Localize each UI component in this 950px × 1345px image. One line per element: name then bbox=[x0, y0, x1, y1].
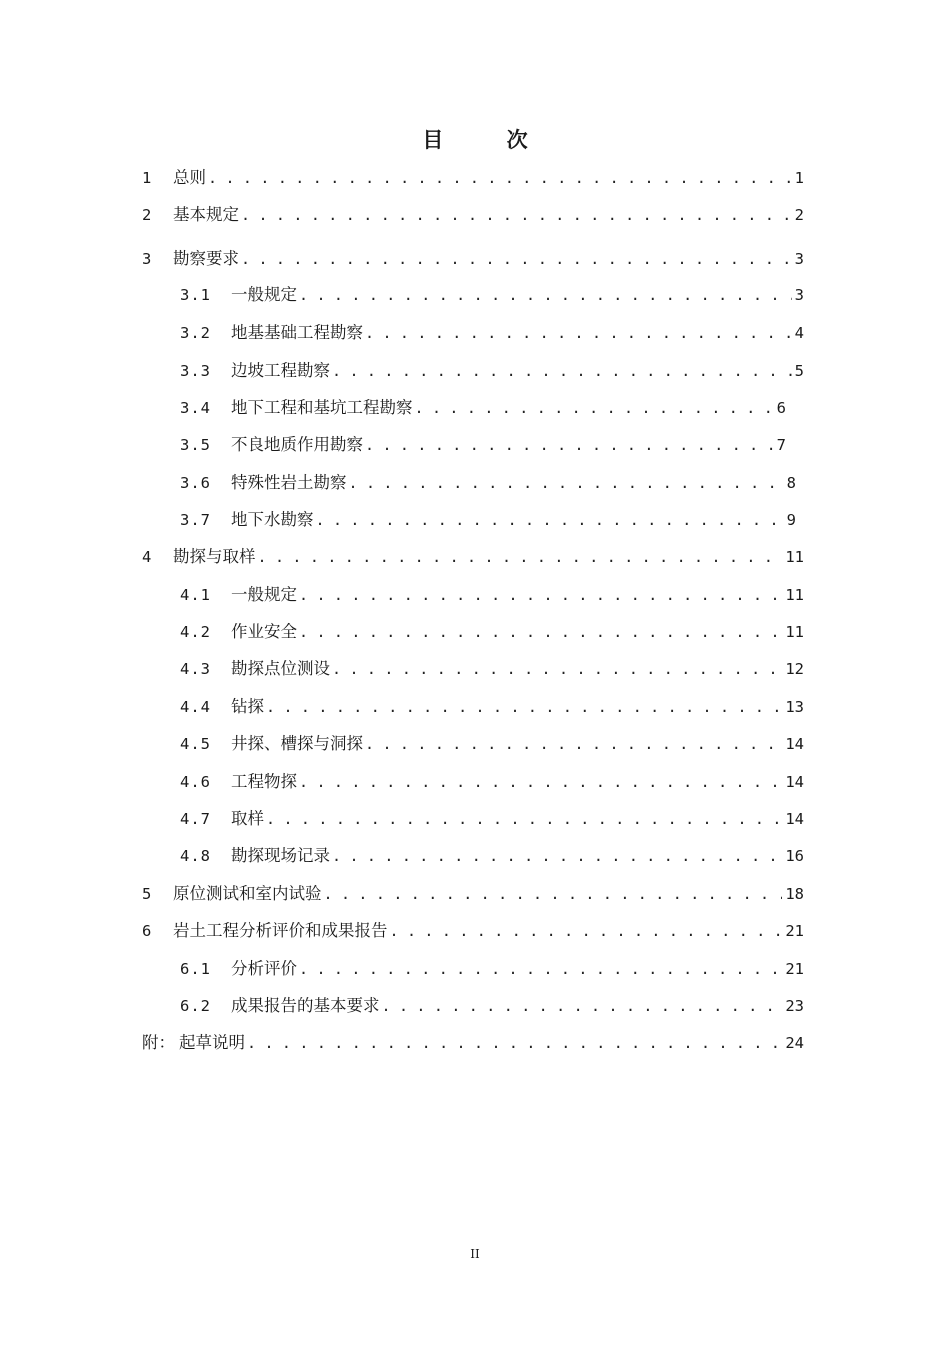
toc-entry-page: 4 bbox=[794, 324, 804, 342]
toc-dot-leader bbox=[332, 844, 782, 868]
toc-entry-page: 3 bbox=[794, 286, 804, 304]
toc-entry-label: 地基基础工程勘察 bbox=[231, 323, 363, 342]
toc-dot-leader bbox=[266, 695, 782, 719]
toc-entry-page: 21 bbox=[785, 960, 804, 978]
toc-dot-leader bbox=[316, 508, 784, 532]
toc-entry-page: 16 bbox=[785, 847, 804, 865]
page-footer-number: II bbox=[470, 1247, 480, 1261]
toc-entry-number: 4.7 bbox=[180, 810, 211, 828]
toc-entry-label: 总则 bbox=[173, 168, 206, 187]
toc-entry-label: 勘察要求 bbox=[173, 249, 239, 268]
toc-dot-leader bbox=[349, 471, 784, 495]
toc-entry-page: 8 bbox=[786, 474, 796, 492]
toc-entry-number: 4.4 bbox=[180, 698, 211, 716]
toc-dot-leader bbox=[247, 1031, 782, 1055]
toc-dot-leader bbox=[415, 396, 774, 420]
toc-dot-leader bbox=[324, 882, 783, 906]
toc-entry[interactable] bbox=[180, 732, 804, 756]
toc-entry-page: 11 bbox=[785, 586, 804, 604]
toc-dot-leader bbox=[382, 994, 783, 1018]
toc-entry-label: 边坡工程勘察 bbox=[231, 361, 330, 380]
toc-dot-leader bbox=[390, 919, 783, 943]
toc-entry-number: 3.1 bbox=[180, 286, 211, 304]
toc-entry-label: 勘探现场记录 bbox=[231, 846, 330, 865]
toc-entry-page: 3 bbox=[794, 250, 804, 268]
toc-entry-label: 钻探 bbox=[231, 697, 264, 716]
toc-entry-page: 13 bbox=[785, 698, 804, 716]
toc-entry-page: 24 bbox=[785, 1034, 804, 1052]
toc-entry[interactable] bbox=[142, 1031, 804, 1055]
toc-dot-leader bbox=[299, 957, 782, 981]
toc-entry-label: 一般规定 bbox=[231, 285, 297, 304]
toc-entry-page: 7 bbox=[776, 436, 786, 454]
toc-entry-number: 4 bbox=[142, 548, 153, 566]
toc-dot-leader bbox=[332, 657, 782, 681]
toc-entry-page: 23 bbox=[785, 997, 804, 1015]
toc-entry-label: 地下工程和基坑工程勘察 bbox=[231, 398, 413, 417]
toc-entry[interactable] bbox=[142, 545, 804, 569]
toc-entry-number: 6 bbox=[142, 922, 153, 940]
toc-entry-number: 4.3 bbox=[180, 660, 211, 678]
toc-entry[interactable] bbox=[180, 471, 796, 495]
toc-entry-number: 4.5 bbox=[180, 735, 211, 753]
toc-entry[interactable] bbox=[142, 919, 804, 943]
toc-entry[interactable] bbox=[180, 283, 804, 307]
toc-entry[interactable] bbox=[180, 433, 786, 457]
toc-entry[interactable] bbox=[142, 203, 804, 227]
toc-entry-label: 特殊性岩土勘察 bbox=[231, 473, 347, 492]
toc-entry-label: 作业安全 bbox=[231, 622, 297, 641]
toc-entry-page: 14 bbox=[785, 810, 804, 828]
toc-entry-label: 分析评价 bbox=[231, 959, 297, 978]
toc-entry-label: 勘探点位测设 bbox=[231, 659, 330, 678]
toc-dot-leader bbox=[208, 166, 792, 190]
toc-entry-label: 岩土工程分析评价和成果报告 bbox=[173, 921, 388, 940]
toc-entry-number: 2 bbox=[142, 206, 153, 224]
toc-entry-label: 勘探与取样 bbox=[173, 547, 256, 566]
toc-entry-page: 12 bbox=[785, 660, 804, 678]
toc-dot-leader bbox=[365, 433, 774, 457]
toc-entry[interactable] bbox=[180, 321, 804, 345]
toc-entry-page: 6 bbox=[776, 399, 786, 417]
toc-entry[interactable] bbox=[180, 994, 804, 1018]
toc-entry-label: 基本规定 bbox=[173, 205, 239, 224]
toc-entry[interactable] bbox=[142, 247, 804, 271]
toc-dot-leader bbox=[299, 620, 782, 644]
toc-entry[interactable] bbox=[180, 396, 786, 420]
toc-entry[interactable] bbox=[180, 583, 804, 607]
page-title: 目 次 bbox=[422, 128, 556, 152]
toc-entry[interactable] bbox=[180, 807, 804, 831]
toc-dot-leader bbox=[332, 359, 792, 383]
toc-entry-label: 一般规定 bbox=[231, 585, 297, 604]
toc-entry-page: 5 bbox=[794, 362, 804, 380]
toc-entry-number: 4.1 bbox=[180, 586, 211, 604]
toc-entry[interactable] bbox=[180, 657, 804, 681]
toc-dot-leader bbox=[299, 583, 782, 607]
toc-entry-number: 3.5 bbox=[180, 436, 211, 454]
toc-entry-number: 3.4 bbox=[180, 399, 211, 417]
toc-entry-label: 不良地质作用勘察 bbox=[231, 435, 363, 454]
toc-entry-number: 3.3 bbox=[180, 362, 211, 380]
toc-entry-page: 9 bbox=[786, 511, 796, 529]
toc-entry[interactable] bbox=[180, 620, 804, 644]
toc-entry-label: 原位测试和室内试验 bbox=[173, 884, 322, 903]
toc-entry-number: 6.1 bbox=[180, 960, 211, 978]
toc-entry-number: 4.2 bbox=[180, 623, 211, 641]
toc-entry[interactable] bbox=[180, 508, 796, 532]
toc-entry[interactable] bbox=[142, 882, 804, 906]
toc-entry-label: 起草说明 bbox=[179, 1033, 245, 1052]
toc-entry-page: 21 bbox=[785, 922, 804, 940]
toc-entry-number: 1 bbox=[142, 169, 153, 187]
toc-entry-page: 11 bbox=[785, 548, 804, 566]
toc-entry[interactable] bbox=[180, 770, 804, 794]
toc-entry-number: 5 bbox=[142, 885, 153, 903]
toc-entry-label: 成果报告的基本要求 bbox=[231, 996, 380, 1015]
toc-entry-page: 14 bbox=[785, 735, 804, 753]
toc-entry-page: 18 bbox=[785, 885, 804, 903]
toc-entry-page: 2 bbox=[794, 206, 804, 224]
toc-dot-leader bbox=[299, 283, 792, 307]
toc-entry[interactable] bbox=[180, 957, 804, 981]
toc-entry[interactable] bbox=[180, 359, 804, 383]
toc-dot-leader bbox=[365, 321, 792, 345]
toc-entry-number: 3.7 bbox=[180, 511, 211, 529]
toc-entry[interactable] bbox=[180, 844, 804, 868]
toc-dot-leader bbox=[266, 807, 782, 831]
toc-entry-label: 工程物探 bbox=[231, 772, 297, 791]
toc-entry-number: 4.6 bbox=[180, 773, 211, 791]
toc-entry-number: 附： bbox=[142, 1033, 175, 1052]
toc-dot-leader bbox=[258, 545, 783, 569]
toc-entry-number: 6.2 bbox=[180, 997, 211, 1015]
toc-dot-leader bbox=[241, 247, 792, 271]
toc-entry-label: 取样 bbox=[231, 809, 264, 828]
toc-entry-number: 4.8 bbox=[180, 847, 211, 865]
toc-entry-number: 3.2 bbox=[180, 324, 211, 342]
toc-entry-page: 14 bbox=[785, 773, 804, 791]
toc-entry[interactable] bbox=[142, 166, 804, 190]
toc-entry-number: 3.6 bbox=[180, 474, 211, 492]
toc-dot-leader bbox=[241, 203, 792, 227]
toc-entry-label: 井探、槽探与洞探 bbox=[231, 734, 363, 753]
toc-entry-page: 1 bbox=[794, 169, 804, 187]
toc-entry-number: 3 bbox=[142, 250, 153, 268]
toc-dot-leader bbox=[365, 732, 782, 756]
toc-entry[interactable] bbox=[180, 695, 804, 719]
toc-dot-leader bbox=[299, 770, 782, 794]
toc-entry-page: 11 bbox=[785, 623, 804, 641]
toc-entry-label: 地下水勘察 bbox=[231, 510, 314, 529]
